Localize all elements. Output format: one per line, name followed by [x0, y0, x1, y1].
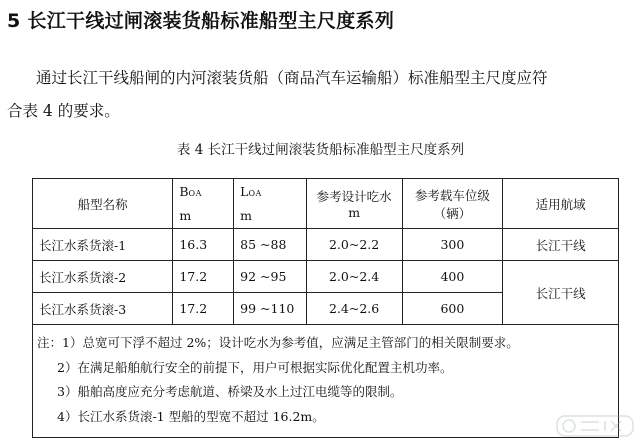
cell-name: 长江水系货滚-3	[33, 293, 173, 325]
header-beam	[173, 179, 234, 229]
watermark-logo-icon	[555, 412, 635, 440]
paragraph-line-1: 通过长江干线船闸的内河滚装货船（商品汽车运输船）标准船型主尺度应符	[36, 69, 548, 87]
paragraph-line-2: 合表 4 的要求。	[7, 102, 120, 120]
header-draft-unit: m	[348, 205, 361, 220]
table-caption: 表 4 长江干线过闸滚装货船标准船型主尺度系列	[176, 142, 465, 158]
cell-beam: 17.2	[173, 261, 234, 293]
header-draft	[306, 179, 402, 229]
cell-route: 长江干线	[503, 229, 619, 261]
header-length-unit: m	[240, 207, 253, 223]
header-route: 适用航域	[503, 179, 619, 229]
section-title: 5 长江干线过闸滚装货船标准船型主尺度系列	[7, 10, 395, 32]
spec-table	[32, 178, 619, 438]
cell-route-merged: 长江干线	[503, 261, 619, 325]
cell-draft: 2.0~2.2	[306, 229, 402, 261]
cell-length: 99 ~110	[234, 293, 307, 325]
header-cars	[402, 179, 503, 229]
table-header-row	[33, 179, 619, 229]
table-row	[33, 261, 619, 293]
header-length-main: L	[240, 183, 249, 199]
notes-cell	[33, 325, 619, 438]
cell-cars: 400	[402, 261, 503, 293]
table-row	[33, 229, 619, 261]
header-draft-label: 参考设计吃水	[316, 189, 392, 204]
cell-beam: 17.2	[173, 293, 234, 325]
header-beam-sub: OA	[188, 188, 202, 198]
cell-draft: 2.0~2.4	[306, 261, 402, 293]
note-item: 2）在满足船舶航行安全的前提下，用户可根据实际优化配置主机功率。	[57, 359, 453, 375]
note-item	[37, 331, 610, 356]
cell-length: 92 ~95	[234, 261, 307, 293]
cell-cars: 300	[402, 229, 503, 261]
header-length	[234, 179, 307, 229]
header-length-sub: OA	[248, 188, 262, 198]
note-text: 1）总宽可下浮不超过 2%；设计吃水为参考值，应满足主管部门的相关限制要求。	[62, 335, 519, 350]
cell-beam: 16.3	[173, 229, 234, 261]
notes-prefix: 注：	[37, 335, 63, 350]
header-beam-unit: m	[179, 207, 192, 223]
header-cars-label: 参考载车位级	[414, 187, 490, 203]
cell-name: 长江水系货滚-2	[33, 261, 173, 293]
cell-name: 长江水系货滚-1	[33, 229, 173, 261]
notes-row	[33, 325, 619, 438]
header-cars-unit: （辆）	[433, 205, 472, 221]
header-beam-main: B	[179, 183, 189, 199]
cell-length: 85 ~88	[234, 229, 307, 261]
note-item: 4）长江水系货滚-1 型船的型宽不超过 16.2m。	[57, 408, 325, 424]
header-name: 船型名称	[33, 179, 173, 229]
cell-cars: 600	[402, 293, 503, 325]
cell-draft: 2.4~2.6	[306, 293, 402, 325]
note-item: 3）船舶高度应充分考虑航道、桥梁及水上过江电缆等的限制。	[57, 384, 403, 399]
